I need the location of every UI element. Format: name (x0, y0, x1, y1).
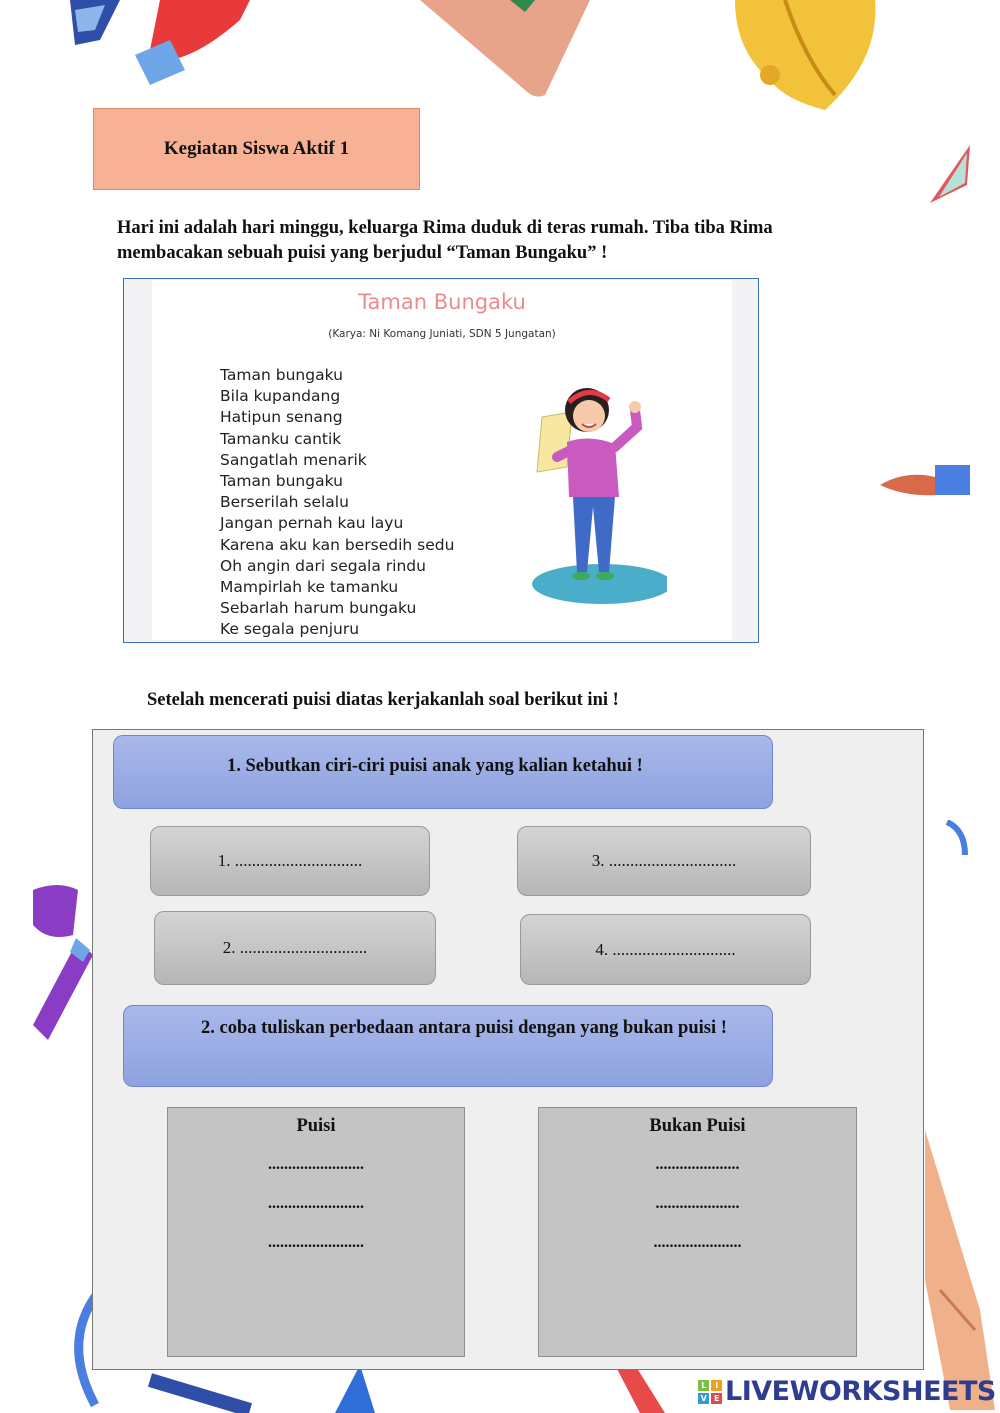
question-1-label: 1. Sebutkan ciri-ciri puisi anak yang kalian ketahui ! (227, 756, 643, 776)
poem-line: Sebarlah harum bungaku (220, 599, 417, 618)
question-2-label: 2. coba tuliskan perbedaan antara puisi dengan yang bukan puisi ! (201, 1018, 727, 1038)
poem-line: Karena aku kan bersedih sedu (220, 535, 455, 554)
answer-2-label: 2. .............................. (222, 938, 368, 957)
answer-3-field[interactable] (517, 826, 811, 896)
poem-line: Taman bungaku (220, 366, 343, 384)
question-2-box (123, 1005, 773, 1087)
magnet-decoration (130, 0, 260, 90)
puisi-column[interactable] (167, 1107, 465, 1357)
bukan-puisi-answer-line[interactable]: ...................... (653, 1234, 742, 1251)
instruction-text: Setelah mencerati puisi diatas kerjakanlah soal berikut ini ! (147, 690, 619, 710)
ruler-bottom-decoration (610, 1365, 670, 1413)
answer-2-field[interactable] (154, 911, 436, 985)
eraser-decoration (60, 0, 140, 50)
girl-reading-illustration (497, 372, 667, 612)
bukan-puisi-header: Bukan Puisi (649, 1116, 746, 1136)
poem-line: Mampirlah ke tamanku (220, 578, 399, 597)
poem-line: Tamanku cantik (220, 429, 342, 448)
puisi-answer-line[interactable]: ........................ (268, 1234, 364, 1251)
poem-frame (123, 278, 759, 643)
poem-title: Taman Bungaku (358, 290, 526, 314)
brush-decoration (880, 455, 970, 505)
brand-name: LIVEWORKSHEETS (725, 1376, 996, 1407)
puisi-header: Puisi (296, 1116, 336, 1136)
poem-card (152, 280, 732, 640)
pencil-decoration (920, 1130, 1000, 1410)
answer-1-label: 1. .............................. (217, 851, 363, 870)
intro-paragraph: Hari ini adalah hari minggu, keluarga Rima duduk di teras rumah. Tiba tiba Rima membacakan sebuah puisi yang berjudul “Taman Bungaku” ! (117, 218, 773, 263)
poem-line: Berserilah selalu (220, 493, 349, 512)
answer-4-field[interactable] (520, 914, 811, 985)
poem-line: Sangatlah menarik (220, 450, 367, 469)
poem-lines (220, 365, 454, 641)
activity-title: Kegiatan Siswa Aktif 1 (163, 138, 350, 159)
pencil-tip-decoration (925, 145, 975, 210)
bukan-puisi-answer-line[interactable]: ..................... (655, 1156, 740, 1173)
answer-3-label: 3. .............................. (591, 851, 737, 870)
question-1-box (113, 735, 773, 809)
bukan-puisi-answer-line[interactable]: ..................... (655, 1195, 740, 1212)
puisi-answer-line[interactable]: ........................ (268, 1156, 364, 1173)
bukan-puisi-column[interactable] (538, 1107, 857, 1357)
ruler-decoration (415, 0, 595, 100)
brand-logo-icon: L I V E (698, 1380, 722, 1404)
liveworksheets-logo (698, 1376, 996, 1407)
activity-title-box (93, 108, 420, 190)
hook-decoration (945, 820, 970, 860)
marker-decoration (28, 880, 98, 1050)
poem-line: Jangan pernah kau layu (220, 514, 404, 533)
poem-line: Hatipun senang (220, 408, 343, 427)
poem-line: Taman bungaku (220, 472, 343, 491)
bell-decoration (725, 0, 885, 120)
poem-line: Ke segala penjuru (220, 620, 360, 639)
poem-line: Bila kupandang (220, 387, 341, 406)
poem-author: (Karya: Ni Komang Juniati, SDN 5 Jungatan) (328, 328, 556, 340)
answer-1-field[interactable] (150, 826, 430, 896)
pen-decoration (330, 1365, 380, 1413)
answer-4-label: 4. ............................. (595, 939, 736, 959)
puisi-answer-line[interactable]: ........................ (268, 1195, 364, 1212)
poem-line: Oh angin dari segala rindu (220, 556, 426, 575)
